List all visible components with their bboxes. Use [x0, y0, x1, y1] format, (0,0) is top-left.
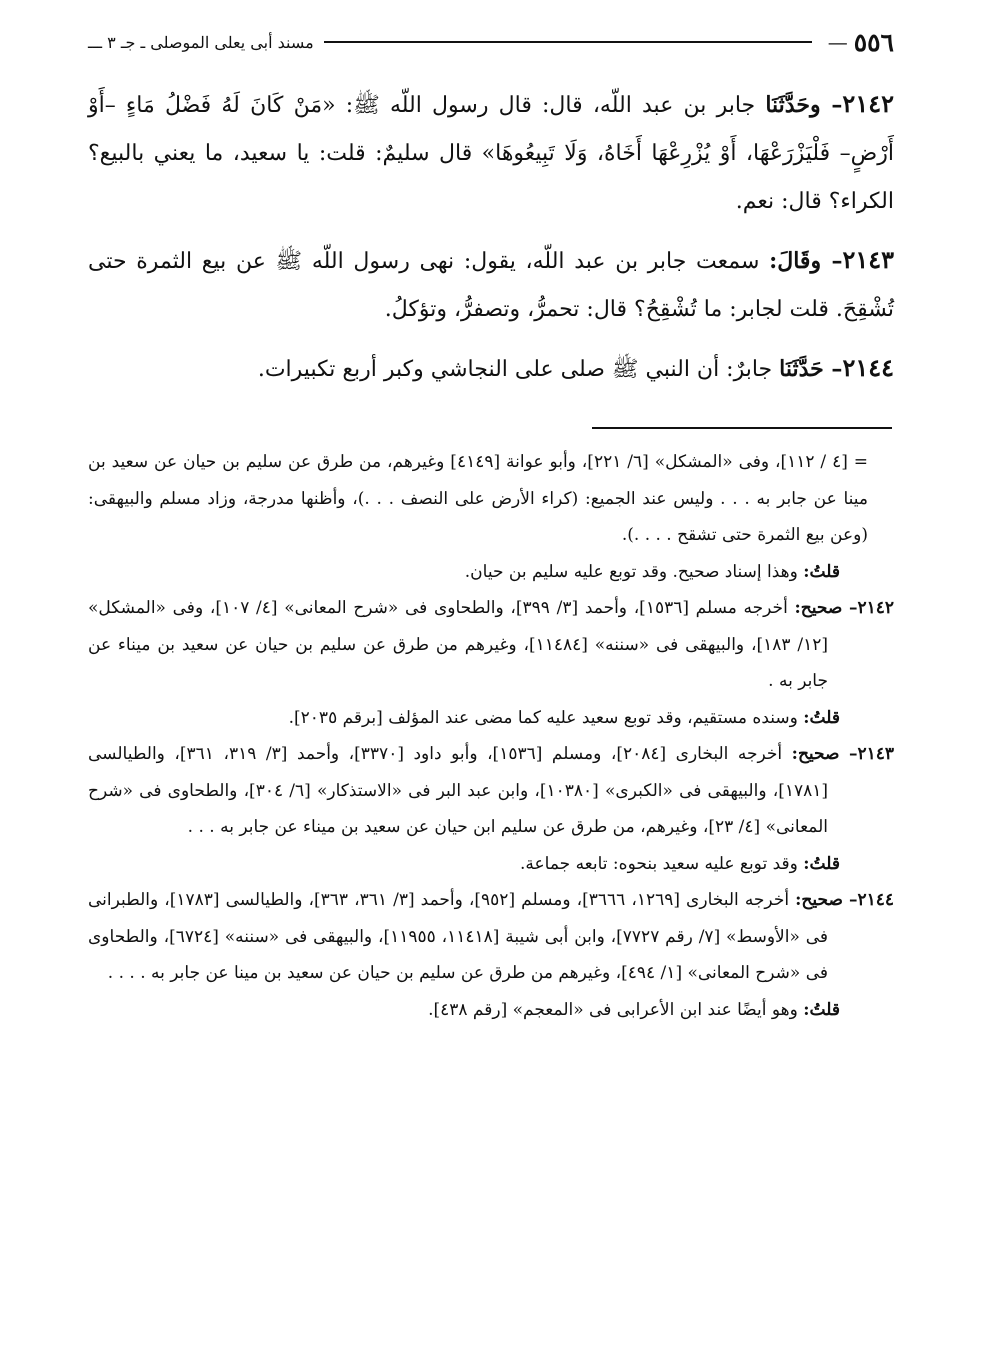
remark-label: قلتُ:: [803, 707, 840, 728]
hadith-number: ٢١٤٤: [842, 353, 894, 382]
footnote-remark: [88, 554, 894, 591]
footnote-grade: صحيح:: [791, 744, 840, 764]
footnote-2142: [88, 590, 894, 700]
book-title: مسند أبى يعلى الموصلى ـ جـ ٣ ـــ: [88, 32, 314, 52]
footnote-remark: [88, 700, 894, 737]
header-rule: [324, 41, 812, 43]
footnote-text: أخرجه البخارى [٢٠٨٤]، ومسلم [١٥٣٦]، وأبو داود [٣٣٧٠]، وأحمد [٣/ ٣١٩، ٣٦١]، والطيالسى [١٧٨١]، والبيهقى فى «الكبرى» [١٠٣٨٠]، وابن عبد البر فى «الاستذكار» [٦/ ٣٠٤]، والطحاوى فى «شرح المعانى» [٤/ ٢٣]، وغيرهم، من طرق عن سليم ابن حيان عن سعيد بن ميناء عن جابر به . . .: [88, 744, 828, 837]
remark-label: قلتُ:: [803, 999, 840, 1020]
footnote-continuation: = [٤ / ١١٢]، وفى «المشكل» [٦/ ٢٢١]، وأبو عوانة [٤١٤٩] وغيرهم، من طرق عن سليم بن حيان عن سعيد بن مينا عن جابر به . . . وليس عند الجميع: (كراء الأرض على النصف . . .)، وأظنها مدرجة، وزاد مسلم والبيهقى: (وعن بيع الثمرة حتى تشقح . . . .).: [88, 452, 869, 545]
hadith-number: ٢١٤٢: [842, 89, 894, 118]
remark-text: وهو أيضًا عند ابن الأعرابى فى «المعجم» [رقم ٤٣٨].: [428, 999, 804, 1020]
footnote-remark: [88, 846, 894, 883]
hadith-2143: [88, 236, 894, 334]
hadith-body: سمعت جابر بن عبد اللّه، يقول: نهى رسول اللّه ﷺ عن بيع الثمرة حتى تُشْقِحَ. قلت لجابر: ما تُشْقِحُ؟ قال: تحمرُّ، وتصفرُّ، وتؤكلُ.: [88, 249, 894, 322]
remark-text: وسنده مستقيم، وقد توبع سعيد عليه كما مضى عند المؤلف [برقم ٢٠٣٥].: [288, 707, 804, 728]
header-dash: —: [827, 30, 848, 54]
hadith-body: جابرٌ: أن النبي ﷺ صلى على النجاشي وكبر أربع تكبيرات.: [257, 357, 780, 382]
page-number: ٥٥٦: [853, 27, 894, 57]
hadith-body: جابر بن عبد اللّه، قال: قال رسول اللّه ﷺ: «مَنْ كَانَ لَهُ فَضْلُ مَاءٍ –أَوْ أَرْضٍ– فَلْيَزْرَعْهَا، أَوْ يُزْرِعْهَا أَخَاهُ، وَلَا تَبِيعُوهَا» قال سليمٌ: قلت: يا سعيد، ما يعني بالبيع؟ الكراء؟ قال: نعم.: [88, 93, 894, 214]
hadith-lead: – وحَدَّثَنَا: [765, 92, 843, 118]
hadith-lead: – حَدَّثَنَا: [779, 356, 843, 382]
footnote-remark: [88, 992, 894, 1029]
hadith-2142: [88, 80, 894, 226]
running-header: [88, 22, 894, 62]
remark-text: وهذا إسناد صحيح. وقد توبع عليه سليم بن حيان.: [464, 561, 804, 582]
footnote-ref: ٢١٤٤–: [848, 890, 894, 910]
footnote-ref: ٢١٤٣–: [849, 744, 895, 764]
footnote-ref: ٢١٤٢–: [848, 598, 894, 618]
footnote-separator: [592, 427, 892, 429]
footnotes: [88, 444, 894, 1028]
footnote-2143: [88, 736, 894, 846]
hadith-number: ٢١٤٣: [842, 245, 895, 274]
footnote-grade: صحيح:: [794, 598, 843, 618]
hadith-lead: – وقَالَ:: [769, 248, 843, 274]
remark-label: قلتُ:: [803, 561, 840, 582]
footnote-text: أخرجه مسلم [١٥٣٦]، وأحمد [٣/ ٣٩٩]، والطحاوى فى «شرح المعانى» [٤/ ١٠٧]، وفى «المشكل» [١٢/ ١٨٣]، والبيهقى فى «سننه» [١١٤٨٤]، وغيرهم من طرق عن سليم بن حيان عن سعيد بن ميناء عن جابر به .: [88, 598, 828, 691]
footnote-grade: صحيح:: [795, 890, 843, 910]
footnote-text: أخرجه البخارى [١٢٦٩، ٣٦٦٦]، ومسلم [٩٥٢]، وأحمد [٣/ ٣٦١، ٣٦٣]، والطيالسى [١٧٨٣]، والطبرانى فى «الأوسط» [٧/ رقم ٧٧٢٧]، وابن أبى شيبة [١١٤١٨، ١١٩٥٥]، والبيهقى فى «سننه» [٦٧٢٤]، والطحاوى فى «شرح المعانى» [١/ ٤٩٤]، وغيرهم من طرق عن سليم بن حيان عن سعيد بن مينا عن جابر به . . . .: [88, 890, 829, 983]
remark-text: وقد توبع عليه سعيد بنحوه: تابعه جماعة.: [519, 853, 804, 874]
hadith-text: [88, 80, 894, 404]
footnote-2144: [88, 882, 894, 992]
hadith-2144: [88, 344, 894, 394]
remark-label: قلتُ:: [803, 853, 840, 874]
